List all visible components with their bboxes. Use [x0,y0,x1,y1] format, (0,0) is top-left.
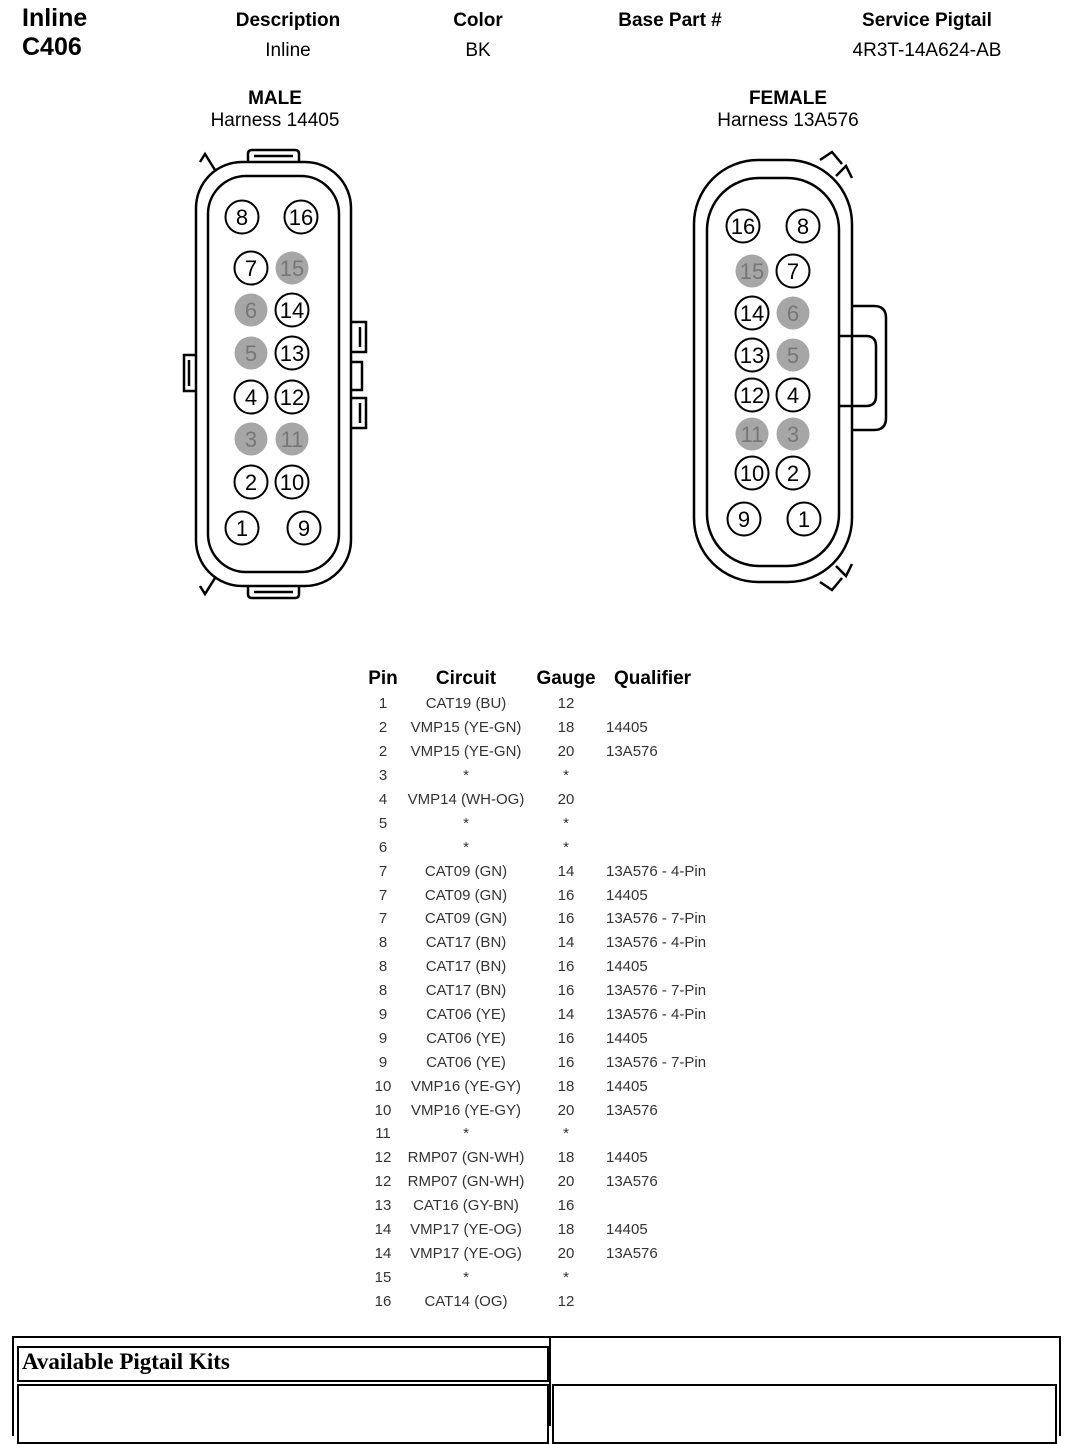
table-row [360,1265,764,1289]
pin-cell: 6 [378,838,388,856]
circuit-cell: * [463,1268,469,1286]
table-row [360,1218,764,1242]
header-service-pigtail [832,10,1022,62]
male-pin-label: 16 [288,205,314,230]
gauge-cell: 20 [557,743,575,761]
pin-cell: 2 [378,743,388,761]
female-pin-label: 16 [730,214,756,239]
qualifier-cell: 14405 [606,886,648,904]
female-pin-label: 3 [786,422,800,447]
qualifier-cell: 13A576 - 4-Pin [606,862,707,880]
table-row [360,1098,764,1122]
circuit-cell: CAT06 (YE) [426,1053,506,1071]
qualifier-cell: 13A576 - 4-Pin [606,934,707,952]
table-header-row [360,666,764,692]
qualifier-cell: 14405 [606,958,648,976]
qualifier-cell: 13A576 [606,1173,658,1191]
table-row [360,955,764,979]
male-pin-label: 4 [244,385,258,410]
female-pin-label: 1 [797,507,811,532]
male-pin-label: 6 [244,298,258,323]
pin-cell: 8 [378,934,388,952]
circuit-cell: VMP15 (YE-GN) [410,719,522,737]
table-row [360,979,764,1003]
gauge-cell: 18 [557,1077,575,1095]
circuit-cell: * [463,814,469,832]
gauge-cell: 20 [557,1173,575,1191]
table-row [360,811,764,835]
qualifier-cell: 13A576 - 7-Pin [606,982,707,1000]
description-label: Description [235,10,341,31]
gauge-cell: * [563,814,569,832]
male-right-clip-middle [351,362,362,390]
table-row [360,1241,764,1265]
pin-cell: 4 [378,791,388,808]
qualifier-column-header: Qualifier [614,668,692,689]
pigtail-kits-right-cell [552,1384,1057,1444]
pigtail-kits-title-cell [17,1346,549,1382]
pin-cell: 2 [378,719,388,737]
pin-cell: 13 [374,1197,392,1215]
gauge-column-header: Gauge [536,668,596,689]
kits-divider [549,1336,551,1426]
pin-cell: 10 [374,1101,392,1119]
service-pigtail-value: 4R3T-14A624-AB [852,40,1002,61]
table-row [360,1050,764,1074]
pin-cell: 7 [378,910,388,928]
male-pin-label: 9 [297,516,311,541]
gauge-cell: 14 [557,934,575,952]
female-outer-body [694,160,852,582]
gauge-cell: 20 [557,1101,575,1119]
circuit-cell: CAT06 (YE) [426,1029,506,1047]
gauge-cell: 16 [557,982,575,1000]
color-value: BK [465,40,491,61]
pin-cell: 8 [378,958,388,976]
qualifier-cell [606,692,764,716]
male-pin-label: 13 [279,341,305,366]
qualifier-cell: 14405 [606,1077,648,1095]
qualifier-cell: 13A576 [606,743,658,761]
circuit-cell: CAT17 (BN) [425,958,507,976]
gauge-cell: * [563,1268,569,1286]
female-pin-label: 10 [739,461,765,486]
qualifier-cell: 14405 [606,719,648,737]
table-row [360,1026,764,1050]
female-title: FEMALE [748,88,828,109]
gauge-cell: 14 [557,862,575,880]
gauge-cell: 16 [557,1053,575,1071]
circuit-cell: CAT06 (YE) [426,1006,506,1024]
female-harness: Harness 13A576 [717,110,859,131]
male-inner-body [208,176,339,572]
gauge-cell: 16 [557,1197,575,1215]
pin-table [360,666,764,1313]
qualifier-cell: 13A576 [606,1101,658,1119]
circuit-cell: CAT09 (GN) [424,862,508,880]
pin-cell: 7 [378,862,388,880]
circuit-cell: CAT19 (BU) [425,695,507,713]
male-title: MALE [248,88,302,109]
gauge-cell: * [563,1125,569,1143]
circuit-cell: * [463,838,469,856]
qualifier-cell: 13A576 - 7-Pin [606,1053,707,1071]
female-pin-label: 11 [740,422,764,447]
male-right-clip-top [351,322,366,352]
circuit-cell: CAT17 (BN) [425,934,507,952]
circuit-cell: CAT09 (GN) [424,910,508,928]
circuit-cell: RMP07 (GN-WH) [407,1173,525,1191]
circuit-cell: * [463,767,469,785]
female-pin-label: 5 [786,343,800,368]
header-base-part [590,10,750,40]
qualifier-cell [606,811,764,835]
female-pin-label: 7 [786,259,800,284]
gauge-cell: 16 [557,886,575,904]
circuit-cell: * [463,1125,469,1143]
female-pin-label: 15 [739,259,765,284]
table-row [360,692,764,716]
female-pin-label: 13 [739,343,765,368]
female-inner-body [707,178,839,566]
pin-cell: 16 [374,1292,392,1310]
pin-cell: 3 [378,767,388,785]
table-row [360,1074,764,1098]
qualifier-cell: 13A576 - 7-Pin [606,910,707,928]
female-pin-label: 9 [737,507,751,532]
female-pin-label: 4 [786,383,800,408]
circuit-cell: VMP14 (WH-OG) [407,791,525,808]
circuit-column-header: Circuit [435,668,497,689]
table-row [360,1289,764,1313]
circuit-cell: VMP16 (YE-GY) [410,1101,522,1119]
male-pin-label: 3 [244,427,258,452]
header-description [208,10,368,62]
female-pin-label: 12 [739,383,765,408]
male-pin-label: 10 [279,470,305,495]
table-row [360,907,764,931]
table-row [360,716,764,740]
table-row [360,740,764,764]
connector-title [22,4,87,62]
table-row [360,931,764,955]
gauge-cell: 18 [557,1221,575,1239]
table-row [360,764,764,788]
female-pin-label: 14 [739,301,765,326]
gauge-cell: 18 [557,1149,575,1167]
gauge-cell: 16 [557,958,575,976]
female-pin-label: 6 [786,301,800,326]
qualifier-cell [606,835,764,859]
color-label: Color [453,10,503,31]
gauge-cell: 18 [557,719,575,737]
pin-cell: 14 [374,1244,392,1262]
qualifier-cell: 13A576 - 4-Pin [606,1006,707,1024]
table-row [360,1170,764,1194]
male-harness: Harness 14405 [210,110,340,131]
qualifier-cell: 14405 [606,1221,648,1239]
circuit-cell: CAT14 (OG) [424,1292,508,1310]
male-pin-label: 2 [244,470,258,495]
pin-cell: 7 [378,886,388,904]
qualifier-cell [606,1122,764,1146]
female-pin-label: 8 [796,214,810,239]
pin-cell: 9 [378,1029,388,1047]
pin-cell: 12 [374,1149,392,1167]
female-connector-heading [688,88,888,132]
female-connector-diagram [680,140,900,600]
gauge-cell: 20 [557,791,575,808]
male-pin-label: 8 [235,205,249,230]
male-right-clip-bottom [351,398,366,428]
male-pin-label: 12 [279,385,305,410]
male-connector-heading [175,88,375,132]
gauge-cell: 12 [557,695,575,713]
pin-cell: 5 [378,814,388,832]
circuit-cell: CAT17 (BN) [425,982,507,1000]
gauge-cell: 14 [557,1006,575,1024]
table-row [360,859,764,883]
gauge-cell: * [563,838,569,856]
table-row [360,1003,764,1027]
table-row [360,1146,764,1170]
description-value: Inline [265,40,311,61]
pin-table-body [360,692,764,1313]
qualifier-cell [606,1265,764,1289]
pin-cell: 9 [378,1006,388,1024]
pin-cell: 11 [375,1125,391,1143]
gauge-cell: * [563,767,569,785]
male-pin-label: 15 [279,256,305,281]
pin-cell: 15 [374,1268,392,1286]
pin-cell: 8 [378,982,388,1000]
pin-cell: 9 [378,1053,388,1071]
header-color [428,10,528,62]
female-pin-grid [727,210,821,536]
circuit-cell: CAT16 (GY-BN) [413,1197,519,1215]
title-line-1: Inline [22,4,88,32]
circuit-cell: VMP17 (YE-OG) [410,1244,522,1262]
pigtail-kits-left-cell [17,1384,549,1444]
male-pin-label: 7 [244,256,258,281]
qualifier-cell: 14405 [606,1029,648,1047]
qualifier-cell [606,764,764,788]
circuit-cell: RMP07 (GN-WH) [407,1149,525,1167]
circuit-cell: VMP16 (YE-GY) [410,1077,522,1095]
pin-cell: 12 [374,1173,392,1191]
table-row [360,1194,764,1218]
male-pin-grid [226,201,321,545]
male-pin-label: 1 [235,516,249,541]
male-connector-diagram [160,140,380,610]
circuit-cell: VMP15 (YE-GN) [410,743,522,761]
gauge-cell: 16 [557,910,575,928]
table-row [360,788,764,812]
table-row [360,1122,764,1146]
female-pin-label: 2 [786,461,800,486]
base-part-label: Base Part # [618,10,722,31]
table-row [360,835,764,859]
female-right-latch [852,306,886,430]
title-line-2: C406 [22,33,82,61]
pin-cell: 14 [374,1221,392,1239]
pigtail-kits-title: Available Pigtail Kits [22,1349,230,1374]
pin-cell: 1 [378,695,388,713]
qualifier-cell: 13A576 [606,1244,658,1262]
qualifier-cell: 14405 [606,1149,648,1167]
gauge-cell: 12 [557,1292,575,1310]
male-pin-label: 11 [280,427,304,452]
qualifier-cell [606,1194,764,1218]
pin-cell: 10 [374,1077,392,1095]
service-pigtail-label: Service Pigtail [862,10,992,31]
pin-column-header: Pin [368,668,398,689]
male-outer-body [196,162,351,586]
gauge-cell: 16 [557,1029,575,1047]
table-row [360,883,764,907]
circuit-cell: VMP17 (YE-OG) [410,1221,522,1239]
qualifier-cell [606,788,764,812]
gauge-cell: 20 [557,1244,575,1262]
male-pin-label: 14 [279,298,305,323]
qualifier-cell [606,1289,764,1313]
circuit-cell: CAT09 (GN) [424,886,508,904]
male-pin-label: 5 [244,341,258,366]
